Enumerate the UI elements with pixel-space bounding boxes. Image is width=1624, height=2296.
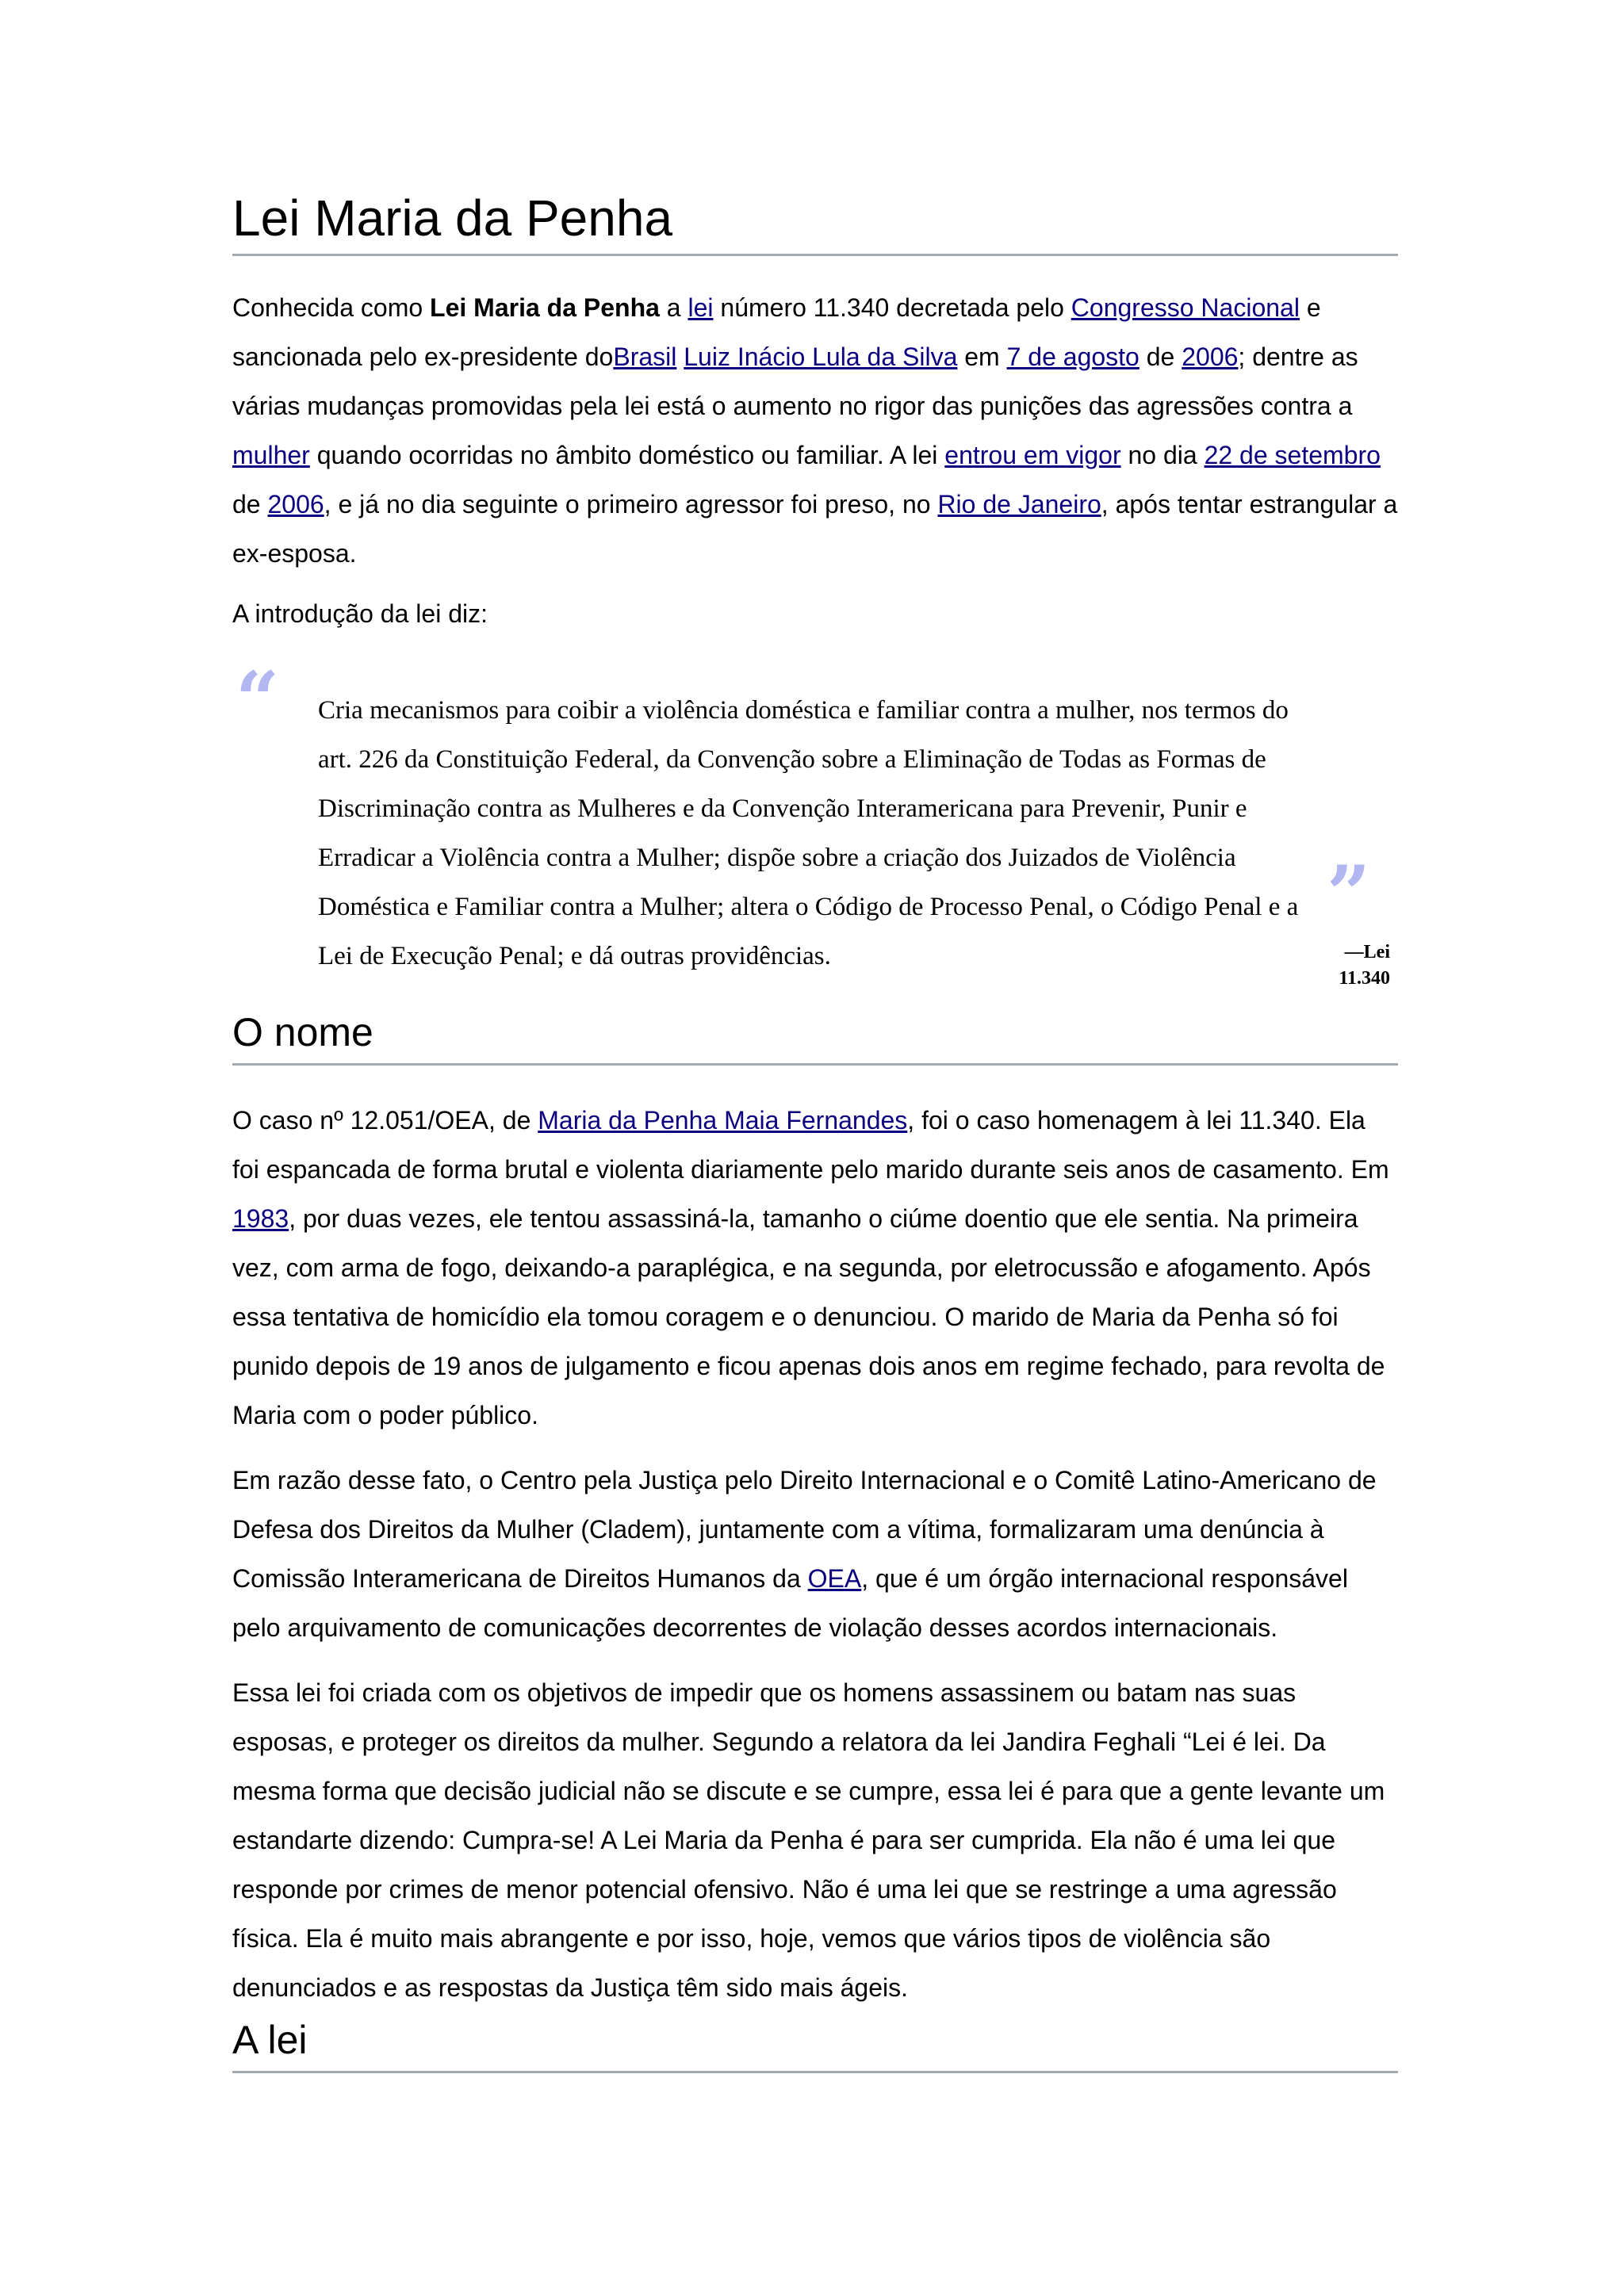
close-quote-icon: ” xyxy=(1327,849,1371,939)
lead-text: , e já no dia seguinte o primeiro agressor foi preso, no xyxy=(324,490,938,519)
paragraph xyxy=(232,1456,1398,1652)
link-lula[interactable]: Luiz Inácio Lula da Silva xyxy=(684,342,958,371)
blockquote xyxy=(232,655,1398,1003)
lead-text: de xyxy=(1139,342,1182,371)
link-mulher[interactable]: mulher xyxy=(232,441,310,469)
link-rio-de-janeiro[interactable]: Rio de Janeiro xyxy=(937,490,1101,519)
article xyxy=(232,182,1398,2073)
link-22-de-setembro[interactable]: 22 de setembro xyxy=(1204,441,1381,469)
quote-text: Cria mecanismos para coibir a violência doméstica e familiar contra a mulher, nos termos do art. 226 da Constituição Federal, da Convenção sobre a Eliminação de Todas as Formas de Discriminação contra as Mulheres e da Convenção Interamericana para Prevenir, Punir e Erradicar a Violência contra a Mulher; dispõe sobre a criação dos Juizados de Violência Doméstica e Familiar contra a Mulher; altera o Código de Processo Penal, o Código Penal e a Lei de Execução Penal; e dá outras providências. xyxy=(318,696,1299,970)
lead-text: Conhecida como xyxy=(232,293,431,322)
lead-text: quando ocorridas no âmbito doméstico ou familiar. A lei xyxy=(309,441,945,469)
lead-bold-title: Lei Maria da Penha xyxy=(430,293,660,322)
lead-text: ; dentre as várias mudanças promovidas pela lei está o aumento no rigor das punições das agressões contra a xyxy=(232,342,1358,420)
paragraph-text: , por duas vezes, ele tentou assassiná-la, tamanho o ciúme doentio que ele sentia. Na primeira vez, com arma de fogo, deixando-a paraplégica, e na segunda, por eletrocussão e afogamento. Após essa tentativa de homicídio ela tomou coragem e o denunciou. O marido de Maria da Penha só foi punido depois de 19 anos de julgamento e ficou apenas dois anos em regime fechado, para revolta de Maria com o poder público. xyxy=(232,1204,1385,1429)
lead-text: número 11.340 decretada pelo xyxy=(713,293,1071,322)
link-1983[interactable]: 1983 xyxy=(232,1204,289,1233)
section-heading-o-nome: O nome xyxy=(232,1004,1398,1066)
paragraph-text: O caso nº 12.051/OEA, de xyxy=(232,1106,538,1135)
section-heading-a-lei: A lei xyxy=(232,2012,1398,2073)
paragraph xyxy=(232,1096,1398,1440)
quote-citation: —Lei 11.340 xyxy=(1339,942,1390,989)
lead-text: e sancionada pelo ex-presidente do xyxy=(232,293,1321,371)
paragraph-text: , que é um órgão internacional responsável pelo arquivamento de comunicações decorrentes de violação desses acordos internacionais. xyxy=(232,1564,1348,1642)
link-2006[interactable]: 2006 xyxy=(1182,342,1239,371)
link-7-de-agosto[interactable]: 7 de agosto xyxy=(1006,342,1139,371)
paragraph-text: , foi o caso homenagem à lei 11.340. Ela foi espancada de forma brutal e violenta diariamente pelo marido durante seis anos de casamento. Em xyxy=(232,1106,1389,1184)
lead-text: no dia xyxy=(1120,441,1205,469)
link-oea[interactable]: OEA xyxy=(807,1564,862,1593)
lead-text xyxy=(676,342,684,371)
lead-text: de xyxy=(232,490,268,519)
lead-text: em xyxy=(957,342,1007,371)
link-lei[interactable]: lei xyxy=(688,293,714,322)
link-entrou-em-vigor[interactable]: entrou em vigor xyxy=(944,441,1121,469)
lead-text: a xyxy=(659,293,688,322)
open-quote-icon: “ xyxy=(236,655,280,744)
intro-paragraph: A introdução da lei diz: xyxy=(232,599,488,628)
page-title: Lei Maria da Penha xyxy=(232,182,1398,256)
link-maria-da-penha-maia-fernandes[interactable]: Maria da Penha Maia Fernandes xyxy=(538,1106,908,1135)
link-brasil[interactable]: Brasil xyxy=(613,342,677,371)
lead-paragraph xyxy=(232,283,1398,578)
link-2006[interactable]: 2006 xyxy=(267,490,324,519)
paragraph: Essa lei foi criada com os objetivos de impedir que os homens assassinem ou batam nas suas esposas, e proteger os direitos da mulher. Segundo a relatora da lei Jandira Feghali “Lei é lei. Da mesma forma que decisão judicial não se discute e se cumpre, essa lei é para que a gente levante um estandarte dizendo: Cumpra-se! A Lei Maria da Penha é para ser cumprida. Ela não é uma lei que responde por crimes de menor potencial ofensivo. Não é uma lei que se restringe a uma agressão física. Ela é muito mais abrangente e por isso, hoje, vemos que vários tipos de violência são denunciados e as respostas da Justiça têm sido mais ágeis. xyxy=(232,1678,1385,2002)
paragraph-text: Em razão desse fato, o Centro pela Justiça pelo Direito Internacional e o Comitê Latino-Americano de Defesa dos Direitos da Mulher (Cladem), juntamente com a vítima, formalizaram uma denúncia à Comissão Interamericana de Direitos Humanos da xyxy=(232,1466,1377,1593)
lead-text: , após tentar estrangular a ex-esposa. xyxy=(232,490,1398,568)
link-congresso-nacional[interactable]: Congresso Nacional xyxy=(1071,293,1300,322)
